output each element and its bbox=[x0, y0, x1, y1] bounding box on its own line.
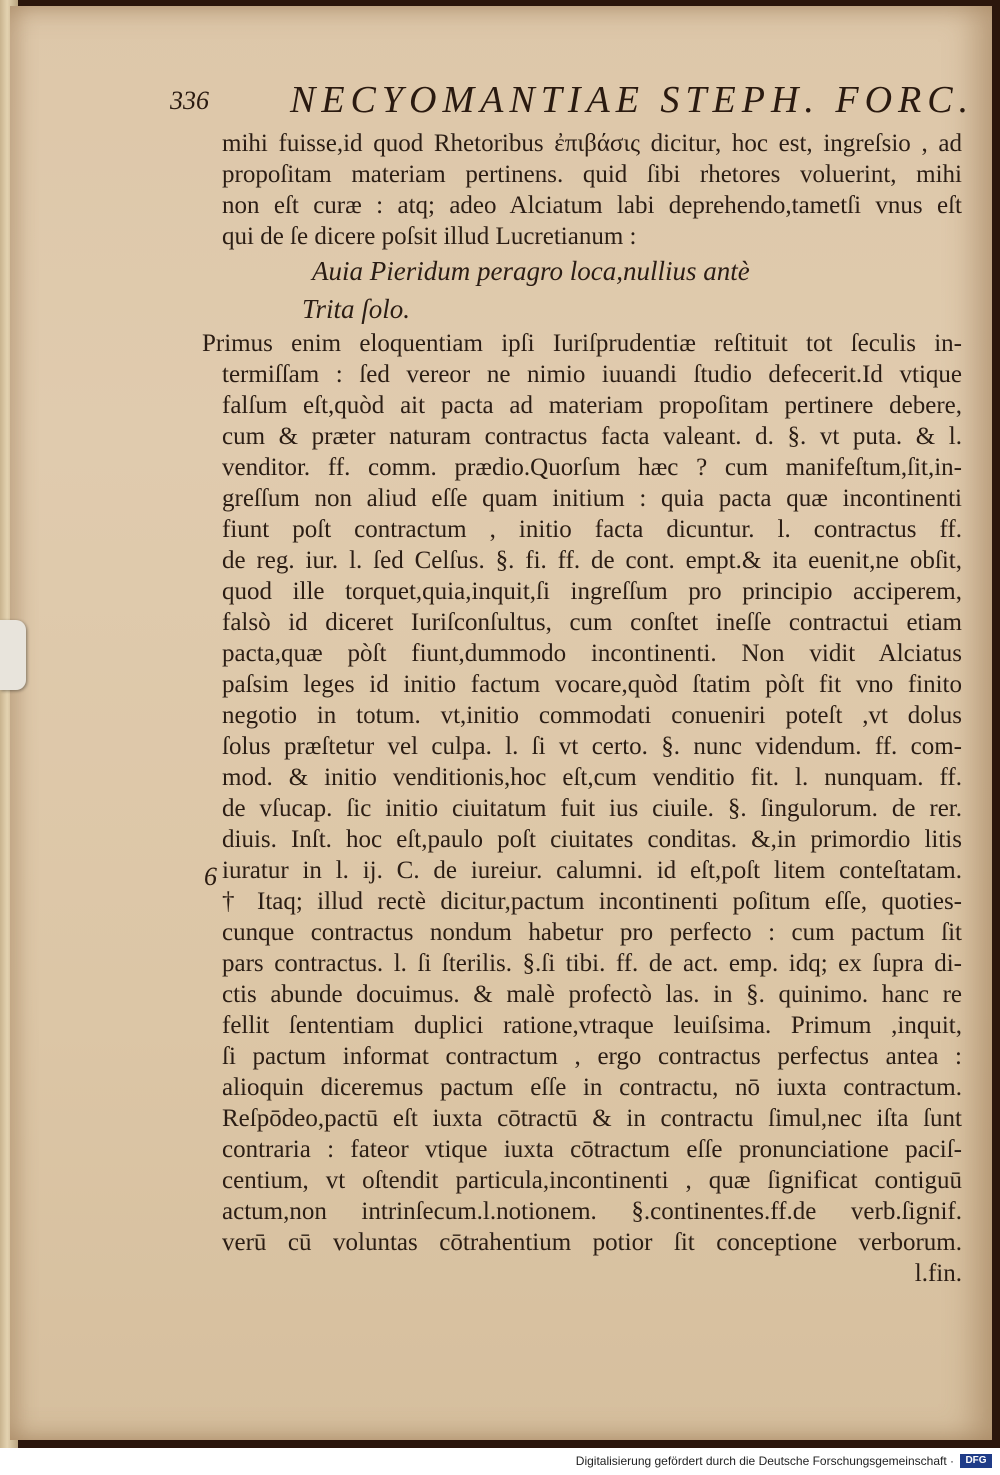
text-line: ſolus præſtetur vel culpa. l. ſi vt certo. §. nunc videndum. ff. com- bbox=[222, 733, 962, 760]
text-line: Primus enim eloquentiam ipſi Iuriſprudentiæ reſtituit tot ſeculis in- bbox=[202, 330, 962, 357]
bookmark-tab bbox=[0, 620, 26, 690]
running-head: NECYOMANTIAE STEPH. FORC. bbox=[290, 79, 975, 121]
marginal-note: 6 bbox=[204, 862, 217, 891]
text-line: pacta,quæ pòſt fiunt,dummodo incontinenti. Non vidit Alciatus bbox=[222, 640, 962, 667]
text-line: qui de ſe dicere poſsit illud Lucretianum : bbox=[222, 223, 637, 250]
text-line: l.fin. bbox=[914, 1260, 962, 1287]
text-line: non eſt curæ : atq; adeo Alciatum labi deprehendo,tametſi vnus eſt bbox=[222, 192, 962, 219]
footer-credit: Digitalisierung gefördert durch die Deutsche Forschungsgemeinschaft · bbox=[575, 1454, 954, 1468]
text-line: fellit ſententiam duplici ratione,vtraque leuiſsima. Primum ,inquit, bbox=[222, 1012, 962, 1039]
text-line: contraria : fateor vtique iuxta cōtractum eſſe pronunciatione paciſ- bbox=[222, 1136, 962, 1163]
folio-number: 336 bbox=[170, 86, 209, 115]
text-line: diuis. Inſt. hoc eſt,paulo poſt ciuitates conditas. &,in primordio litis bbox=[222, 826, 962, 853]
text-line: negotio in totum. vt,initio commodati conueniri poteſt ,vt dolus bbox=[222, 702, 962, 729]
text-line: alioquin diceremus pactum eſſe in contractu, nō iuxta contractum. bbox=[222, 1074, 962, 1101]
text-line: paſsim leges id initio factum vocare,quòd ſtatim pòſt fit vno finito bbox=[222, 671, 962, 698]
text-line: pars contractus. l. ſi ſterilis. §.ſi tibi. ff. de act. emp. idq; ex ſupra di- bbox=[222, 950, 962, 977]
text-line: propoſitam materiam pertinens. quid ſibi rhetores voluerint, mihi bbox=[222, 161, 962, 188]
text-line: fiunt poſt contractum , initio facta dicuntur. l. contractus ff. bbox=[222, 516, 962, 543]
text-line: termiſſam : ſed vereor ne nimio iuuandi ſtudio defecerit.Id vtique bbox=[222, 361, 962, 388]
text-line: mod. & initio venditionis,hoc eſt,cum venditio fit. l. nunquam. ff. bbox=[222, 764, 962, 791]
text-line: mihi fuisse,id quod Rhetoribus ἐπιβάσις dicitur, hoc est, ingreſsio , ad bbox=[222, 130, 962, 157]
text-line: de reg. iur. l. ſed Celſus. §. fi. ff. de cont. empt.& ita euenit,ne obſit, bbox=[222, 547, 962, 574]
text-line: ctis abunde docuimus. & malè profectò las. in §. quinimo. hanc re bbox=[222, 981, 962, 1008]
text-line: cunque contractus nondum habetur pro perfecto : cum pactum ſit bbox=[222, 919, 962, 946]
text-line: venditor. ff. comm. prædio.Quorſum hæc ? cum manifeſtum,ſit,in- bbox=[222, 454, 962, 481]
text-line: ſi pactum informat contractum , ergo contractus perfectus antea : bbox=[222, 1043, 962, 1070]
text-line: de vſucap. ſic initio ciuitatum fuit ius ciuile. §. ſingulorum. de rer. bbox=[222, 795, 962, 822]
text-line: greſſum non aliud eſſe quam initium : quia pacta quæ incontinenti bbox=[222, 485, 962, 512]
text-line: verū cū voluntas cōtrahentium potior ſit conceptione verborum. bbox=[222, 1229, 962, 1256]
text-line: Reſpōdeo,pactū eſt iuxta cōtractū & in contractu ſimul,nec iſta ſunt bbox=[222, 1105, 962, 1132]
text-line: iuratur in l. ij. C. de iureiur. calumni. id eſt,poſt litem conteſtatam. bbox=[222, 857, 962, 884]
text-line: † Itaq; illud rectè dicitur,pactum incontinenti poſitum eſſe, quoties- bbox=[222, 888, 962, 915]
footer-bar bbox=[0, 1448, 1000, 1475]
text-line: centium, vt oſtendit particula,incontinenti , quæ ſignificat contiguū bbox=[222, 1167, 962, 1194]
text-line: falſum eſt,quòd ait pacta ad materiam propoſitam pertinere debere, bbox=[222, 392, 962, 419]
text-line: cum & præter naturam contractus facta valeant. d. §. vt puta. & l. bbox=[222, 423, 962, 450]
main-text bbox=[202, 128, 962, 1289]
dfg-logo-icon: DFG bbox=[960, 1454, 992, 1468]
verse-line: Trita ſolo. bbox=[302, 294, 411, 324]
text-line: quod ille torquet,quia,inquit,ſi ingreſſum pro principio acciperem, bbox=[222, 578, 962, 605]
verse-line: Auia Pieridum peragro loca,nullius antè bbox=[312, 256, 750, 286]
text-line: actum,non intrinſecum.l.notionem. §.continentes.ff.de verb.ſignif. bbox=[222, 1198, 962, 1225]
text-line: falsò id diceret Iuriſconſultus, cum conſtet ineſſe contractui etiam bbox=[222, 609, 962, 636]
